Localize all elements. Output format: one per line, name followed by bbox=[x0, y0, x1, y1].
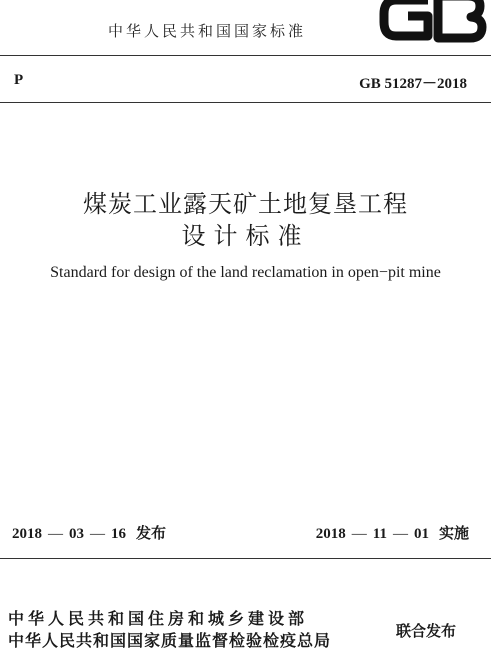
publisher-aqsiq: 中华人民共和国国家质量监督检验检疫总局 bbox=[8, 631, 332, 650]
title-chinese-line2: 设计标准 bbox=[181, 222, 310, 250]
classification-code: P bbox=[14, 72, 24, 88]
joint-publication-label: 联合发布 bbox=[396, 622, 457, 640]
impl-year: 2018 bbox=[315, 526, 346, 542]
impl-day: 01 bbox=[413, 526, 429, 542]
title-chinese-line1: 煤炭工业露天矿土地复垦工程 bbox=[83, 190, 408, 218]
header-rule bbox=[0, 55, 491, 56]
issue-year: 2018 bbox=[12, 526, 42, 542]
issue-day: 16 bbox=[111, 526, 126, 542]
title-english: Standard for design of the land reclamation in open−pit mine bbox=[50, 264, 441, 281]
implementation-date: 2018 — 11 — 01 实施 bbox=[315, 524, 469, 542]
gb-logo-text: GB bbox=[433, 44, 435, 45]
issue-month: 03 bbox=[69, 526, 84, 542]
issue-label: 发布 bbox=[136, 524, 167, 542]
bottom-rule bbox=[0, 558, 491, 559]
impl-month: 11 bbox=[372, 526, 387, 542]
standard-number: GB 51287－2018 bbox=[359, 76, 467, 92]
issuing-authority-header: 中华人民共和国国家标准 bbox=[108, 22, 307, 40]
issue-date: 2018 — 03 — 16 发布 bbox=[12, 524, 167, 542]
publisher-mohurd: 中华人民共和国住房和城乡建设部 bbox=[8, 609, 309, 628]
gb-logo bbox=[378, 0, 488, 46]
top-rule bbox=[0, 102, 491, 103]
impl-label: 实施 bbox=[438, 524, 469, 542]
